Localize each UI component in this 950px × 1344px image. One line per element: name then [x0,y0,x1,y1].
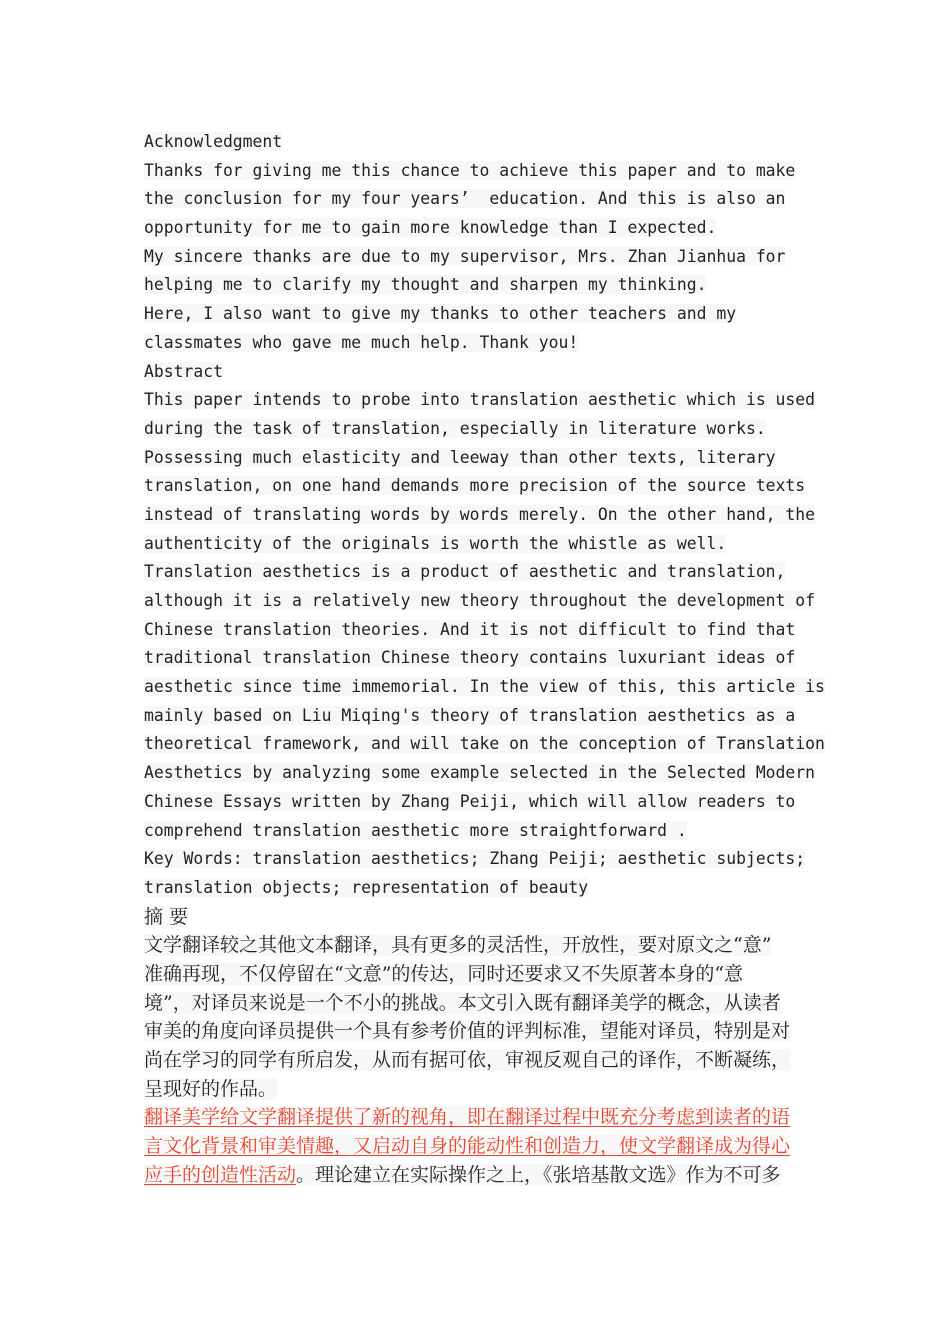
acknowledgment-line-text: Thanks for giving me this chance to achieve this paper and to make [144,160,796,180]
chinese-abstract-mixed-line [144,1161,824,1190]
chinese-abstract-line-text: 文学翻译较之其他文本翻译，具有更多的灵活性，开放性，要对原文之“意” [144,934,772,957]
abstract-line [144,558,824,587]
abstract-line-text: traditional translation Chinese theory contains luxuriant ideas of [144,648,796,668]
chinese-abstract-red-text: 应手的创造性活动 [144,1163,297,1186]
abstract-line [144,501,824,530]
keywords-line-text: translation objects; representation of beauty [144,877,589,897]
abstract-line [144,759,824,788]
acknowledgment-line-text: classmates who gave me much help. Thank you! [144,332,579,352]
abstract-line-text: aesthetic since time immemorial. In the view of this, this article is [144,677,825,697]
keywords-line [144,845,824,874]
document-content [144,128,824,1189]
abstract-line-text: instead of translating words by words merely. On the other hand, the [144,504,816,524]
abstract-line-text: comprehend translation aesthetic more straightforward . [144,820,687,840]
acknowledgment-line [144,300,824,329]
keywords-line-text: Key Words: translation aesthetics; Zhang Peiji; aesthetic subjects; [144,849,806,869]
abstract-line-text: Possessing much elasticity and leeway than other texts, literary [144,447,776,467]
acknowledgment-line [144,214,824,243]
abstract-line-text: during the task of translation, especially in literature works. [144,418,766,438]
abstract-line [144,472,824,501]
abstract-line-text: theoretical framework, and will take on the conception of Translation [144,734,825,754]
acknowledgment-line-text: helping me to clarify my thought and sharpen my thinking. [144,275,707,295]
chinese-abstract-line-text: 呈现好的作品。 [144,1077,278,1100]
abstract-line [144,788,824,817]
abstract-line-text: Aesthetics by analyzing some example selected in the Selected Modern [144,763,816,783]
acknowledgment-line [144,185,824,214]
chinese-abstract-red-text: 言文化背景和审美情趣，又启动自身的能动性和创造力，使文学翻译成为得心 [144,1135,791,1158]
chinese-abstract-line-tail: 。理论建立在实际操作之上，《张培基散文选》作为不可多 [296,1163,781,1186]
acknowledgment-line-text: opportunity for me to gain more knowledge than I expected. [144,218,717,238]
abstract-line [144,616,824,645]
abstract-line-text: translation, on one hand demands more precision of the source texts [144,476,806,496]
abstract-line [144,702,824,731]
abstract-line [144,644,824,673]
chinese-abstract-red-text: 翻译美学给文学翻译提供了新的视角，即在翻译过程中既充分考虑到读者的语 [144,1106,791,1129]
abstract-line [144,530,824,559]
abstract-line [144,730,824,759]
abstract-line-text: authenticity of the originals is worth the whistle as well. [144,533,727,553]
acknowledgment-heading-text: Acknowledgment [144,132,283,151]
chinese-abstract-line-text: 审美的角度向译员提供一个具有参考价值的评判标准，望能对译员，特别是对 [144,1020,791,1043]
chinese-abstract-line [144,1075,824,1104]
acknowledgment-heading [144,128,824,157]
chinese-abstract-line-text: 准确再现，不仅停留在“文意”的传达，同时还要求又不失原著本身的“意 [144,962,744,985]
keywords-line [144,874,824,903]
abstract-line-text: Chinese translation theories. And it is not difficult to find that [144,619,796,639]
abstract-line-text: Translation aesthetics is a product of aesthetic and translation, [144,562,786,582]
abstract-line [144,817,824,846]
chinese-abstract-line [144,989,824,1018]
acknowledgment-line [144,271,824,300]
chinese-abstract-line-text: 境”，对译员来说是一个不小的挑战。本文引入既有翻译美学的概念，从读者 [144,991,781,1014]
chinese-abstract-heading-text: 摘 要 [144,905,189,928]
abstract-line-text: mainly based on Liu Miqing's theory of translation aesthetics as a [144,705,796,725]
chinese-abstract-line [144,1046,824,1075]
acknowledgment-line-text: the conclusion for my four years’ education. And this is also an [144,189,786,209]
chinese-abstract-line [144,960,824,989]
chinese-abstract-line-text: 尚在学习的同学有所启发，从而有据可依，审视反观自己的译作，不断凝练， [144,1049,791,1071]
acknowledgment-line [144,157,824,186]
chinese-abstract-red-line [144,1132,824,1161]
abstract-line [144,386,824,415]
acknowledgment-line [144,329,824,358]
abstract-line [144,673,824,702]
abstract-line-text: although it is a relatively new theory throughout the development of [144,591,816,610]
chinese-abstract-line [144,931,824,960]
acknowledgment-line [144,243,824,272]
chinese-abstract-line [144,1017,824,1046]
abstract-heading-text: Abstract [144,361,223,381]
abstract-line [144,587,824,616]
abstract-line [144,444,824,473]
abstract-heading [144,358,824,387]
chinese-abstract-red-line [144,1103,824,1132]
abstract-line-text: Chinese Essays written by Zhang Peiji, which will allow readers to [144,791,796,811]
chinese-abstract-heading [144,903,824,932]
abstract-line [144,415,824,444]
acknowledgment-line-text: Here, I also want to give my thanks to other teachers and my [144,304,737,324]
acknowledgment-line-text: My sincere thanks are due to my supervisor, Mrs. Zhan Jianhua for [144,246,786,266]
abstract-line-text: This paper intends to probe into translation aesthetic which is used [144,390,816,410]
